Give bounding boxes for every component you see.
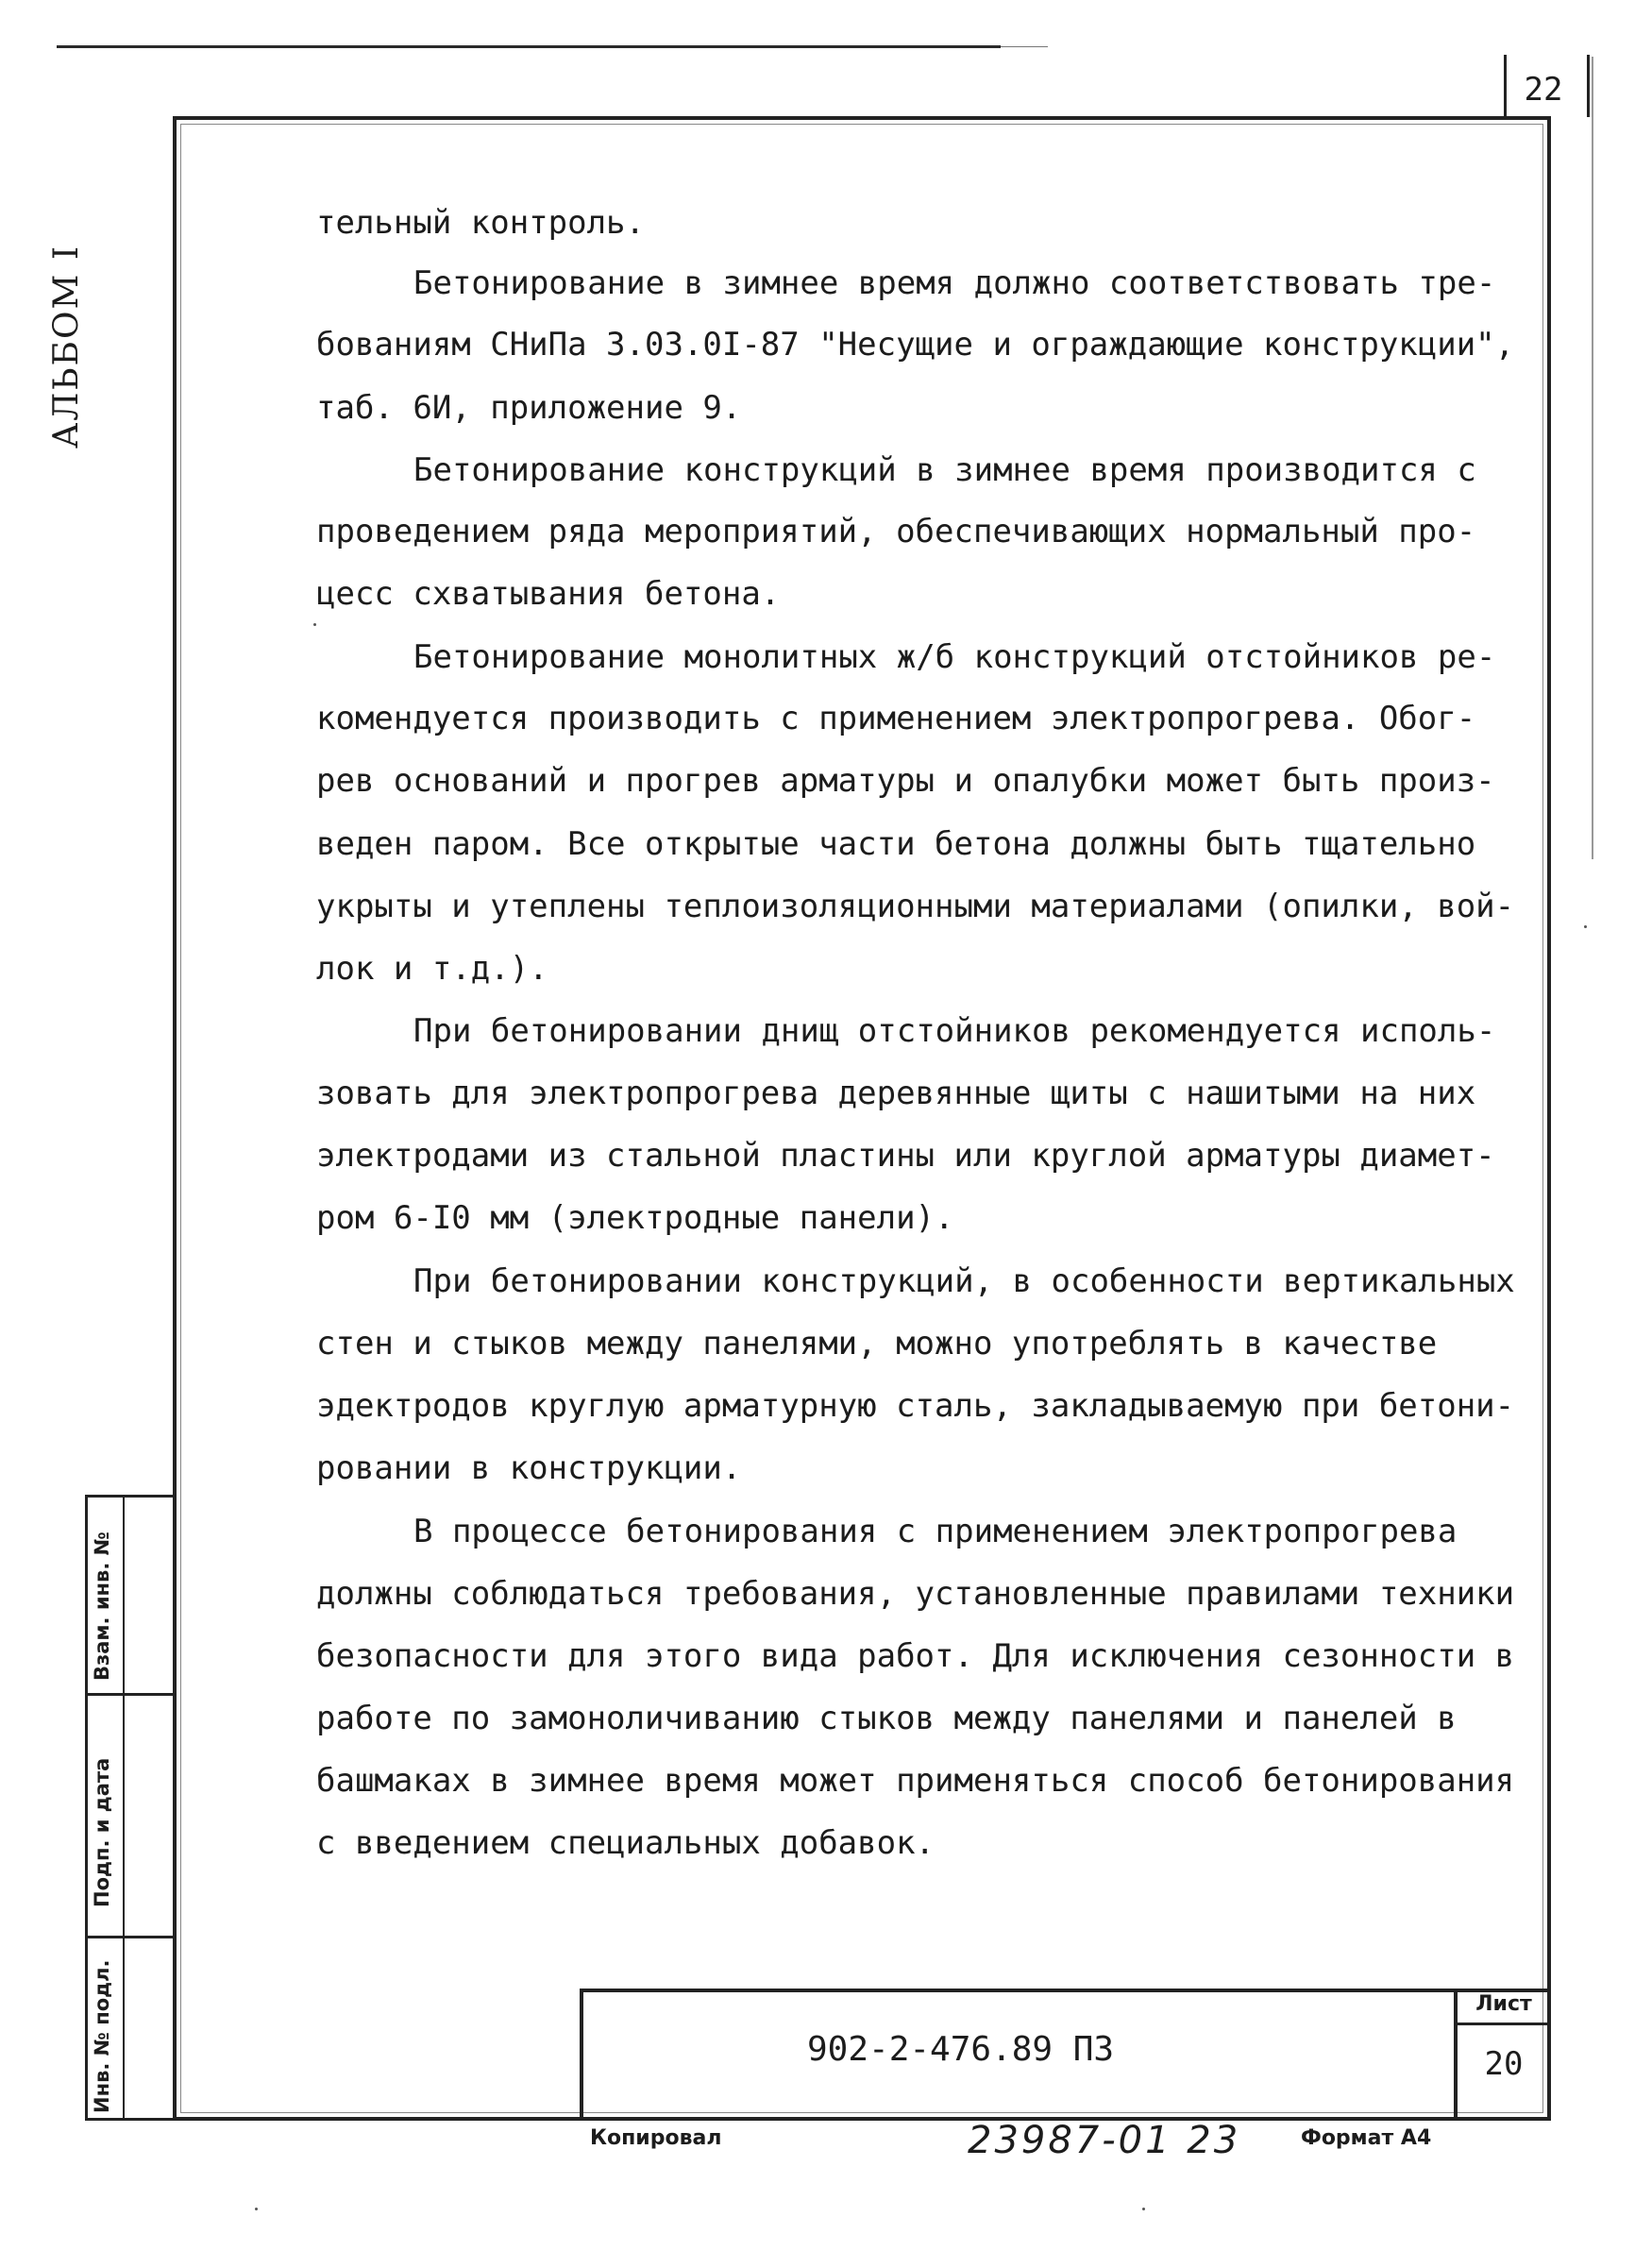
document-code: 902-2-476.89 ПЗ: [807, 2030, 1115, 2069]
text-line: комендуется производить с применением электропрогрева. Обог-: [316, 700, 1476, 737]
copied-label: Копировал: [590, 2126, 722, 2150]
format-label: Формат А4: [1301, 2126, 1432, 2150]
text-line: эдектродов круглую арматурную сталь, закладываемую при бетони-: [316, 1387, 1515, 1425]
text-line: тельный контроль.: [316, 204, 645, 242]
text-line: работе по замоноличиванию стыков между панелями и панелей в: [316, 1700, 1457, 1737]
stamp-podp-data: Подп. и дата: [91, 1757, 113, 1907]
text-line: укрыты и утеплены теплоизоляционными материалами (опилки, вой-: [316, 888, 1515, 925]
text-line: лок и т.д.).: [316, 950, 548, 988]
sheet-label: Лист: [1475, 1992, 1532, 2016]
text-line: При бетонировании конструкций, в особенности вертикальных: [413, 1262, 1515, 1300]
scan-speck: [255, 2208, 258, 2210]
right-margin-rule: [1592, 57, 1593, 859]
text-line: При бетонировании днищ отстойников рекомендуется исполь-: [413, 1012, 1496, 1050]
text-line: должны соблюдаться требования, установленные правилами техники: [316, 1575, 1515, 1613]
text-line: зовать для электропрогрева деревянные щиты с нашитыми на них: [316, 1075, 1476, 1112]
text-line: ром 6-I0 мм (электродные панели).: [316, 1199, 954, 1237]
text-line: Бетонирование монолитных ж/б конструкций отстойников ре-: [413, 638, 1496, 676]
text-line: с введением специальных добавок.: [316, 1824, 935, 1862]
text-line: рев оснований и прогрев арматуры и опалубки может быть произ-: [316, 762, 1495, 800]
text-line: безопасности для этого вида работ. Для исключения сезонности в: [316, 1637, 1515, 1675]
top-thin-rule: [1001, 46, 1048, 47]
archive-number: 23987-01 23: [968, 2119, 1241, 2162]
text-line: ровании в конструкции.: [316, 1449, 742, 1487]
text-line: веден паром. Все открытые части бетона должны быть тщательно: [316, 825, 1476, 863]
side-stamp-divider: [123, 1495, 125, 2121]
text-line: В процессе бетонирования с применением электропрогрева: [413, 1513, 1458, 1550]
text-line: Бетонирование конструкций в зимнее время производится с: [413, 451, 1476, 489]
side-stamp-row-divider: [85, 1693, 177, 1696]
title-block-divider: [1454, 1989, 1458, 2121]
album-label: АЛЬБОМ I: [47, 244, 86, 449]
top-rule: [57, 45, 1001, 48]
text-line: таб. 6И, приложение 9.: [316, 389, 742, 427]
scan-speck: [1584, 925, 1587, 928]
text-line: цесс схватывания бетона.: [316, 575, 781, 613]
text-line: проведением ряда мероприятий, обеспечивающих нормальный про-: [316, 513, 1476, 550]
text-line: Бетонирование в зимнее время должно соответствовать тре-: [413, 264, 1496, 302]
scan-speck: [1142, 2208, 1145, 2210]
side-stamp-row-divider: [85, 1936, 177, 1938]
page-number: 22: [1524, 71, 1563, 109]
stamp-vzam-inv: Взам. инв. №: [91, 1532, 113, 1681]
text-line: бованиям СНиПа 3.03.0I-87 "Несущие и ограждающие конструкции",: [316, 326, 1515, 364]
text-line: электродами из стальной пластины или круглой арматуры диамет-: [316, 1137, 1495, 1175]
text-line: стен и стыков между панелями, можно употреблять в качестве: [316, 1325, 1438, 1362]
sheet-number: 20: [1484, 2045, 1524, 2083]
title-block-sheet-divider: [1454, 2023, 1551, 2025]
stamp-inv-podl: Инв. № подл.: [91, 1959, 113, 2113]
text-line: башмаках в зимнее время может применяться способ бетонирования: [316, 1762, 1515, 1800]
scan-speck: [313, 623, 316, 626]
